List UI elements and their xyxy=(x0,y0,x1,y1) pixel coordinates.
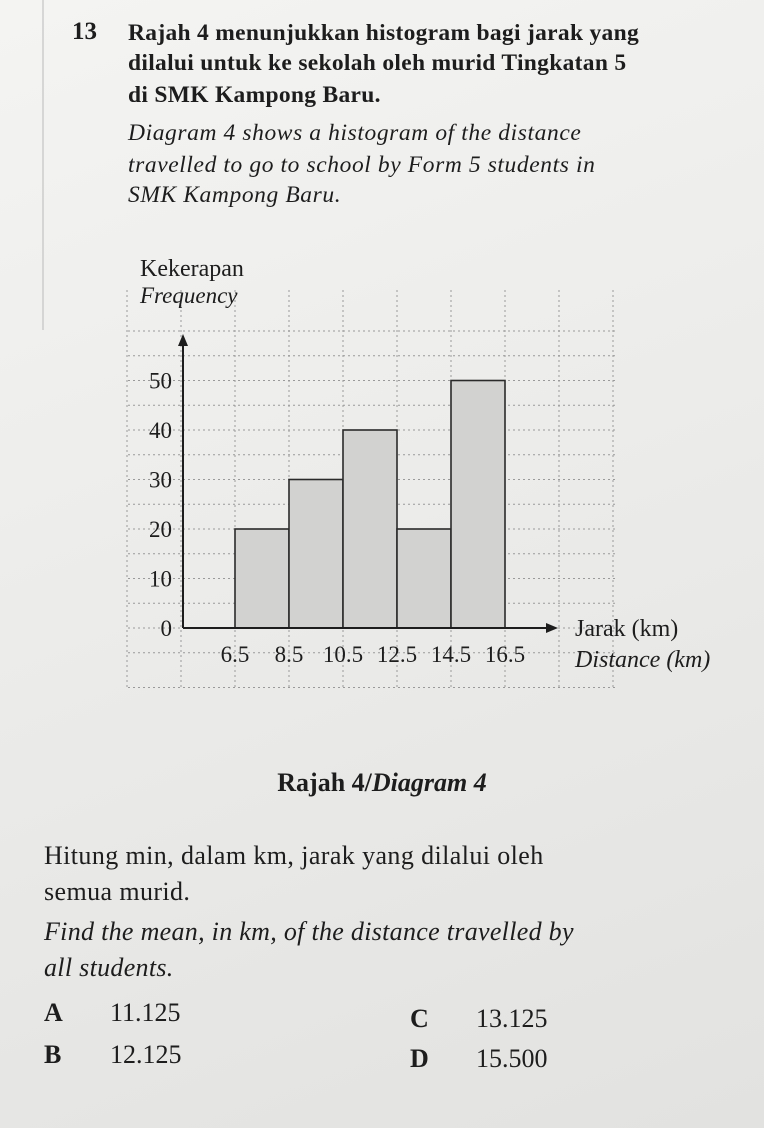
x-axis-title-en: Distance (km) xyxy=(575,647,711,673)
question-text-ms-line-2: dilalui untuk ke sekolah oleh murid Tingkatan 5 xyxy=(128,50,627,76)
x-tick-label: 12.5 xyxy=(376,642,418,667)
prompt-en xyxy=(44,914,764,986)
option-b-letter: B xyxy=(44,1040,62,1069)
option-c-value: 13.125 xyxy=(476,1004,548,1033)
prompt-en-line-2: all students. xyxy=(44,953,174,982)
x-axis-title-ms: Jarak (km) xyxy=(575,616,679,642)
y-tick-label: 10 xyxy=(149,566,172,592)
histogram-bars xyxy=(235,381,505,629)
option-c[interactable] xyxy=(410,1004,548,1034)
prompt-ms-line-1: Hitung min, dalam km, jarak yang dilalui oleh xyxy=(44,841,544,870)
y-axis-title-en: Frequency xyxy=(140,283,238,308)
x-tick-label: 14.5 xyxy=(430,642,472,667)
y-tick-label: 50 xyxy=(149,368,172,394)
option-a[interactable] xyxy=(44,998,181,1028)
prompt-en-line-1: Find the mean, in km, of the distance travelled by xyxy=(44,917,574,946)
x-tick-label: 6.5 xyxy=(220,642,250,667)
question-text-en-line-3: SMK Kampong Baru. xyxy=(128,182,342,208)
question-text-en-line-1: Diagram 4 shows a histogram of the distance xyxy=(128,120,582,146)
x-tick-label: 10.5 xyxy=(322,642,364,667)
y-tick-label: 30 xyxy=(149,467,172,493)
option-b-value: 12.125 xyxy=(110,1040,182,1069)
histogram-bar xyxy=(289,480,343,629)
question-text-en-line-2: travelled to go to school by Form 5 students in xyxy=(128,152,596,178)
histogram-bar xyxy=(235,529,289,628)
question-text-ms-line-3: di SMK Kampong Baru. xyxy=(128,82,381,108)
caption-en: Diagram 4 xyxy=(371,768,487,797)
histogram-bar xyxy=(343,430,397,628)
histogram-bar xyxy=(397,529,451,628)
diagram-caption xyxy=(0,768,764,798)
x-tick-label: 8.5 xyxy=(274,642,304,667)
y-axis-arrowhead xyxy=(178,334,188,346)
y-tick-label: 0 xyxy=(160,616,172,641)
x-axis-arrowhead xyxy=(546,623,558,633)
option-a-value: 11.125 xyxy=(110,998,181,1027)
y-axis-title-ms: Kekerapan xyxy=(140,256,244,282)
option-c-letter: C xyxy=(410,1004,429,1033)
caption-ms: Rajah 4/ xyxy=(277,768,372,797)
prompt-ms xyxy=(44,838,744,910)
y-tick-label: 20 xyxy=(149,517,172,542)
option-b[interactable] xyxy=(44,1040,182,1070)
y-tick-label: 40 xyxy=(149,418,172,443)
question-text-ms-line-1: Rajah 4 menunjukkan histogram bagi jarak yang xyxy=(128,20,640,46)
option-d-value: 15.500 xyxy=(476,1044,548,1073)
option-d-letter: D xyxy=(410,1044,429,1073)
x-tick-label: 16.5 xyxy=(484,642,526,667)
prompt-ms-line-2: semua murid. xyxy=(44,877,191,906)
question-number: 13 xyxy=(72,18,97,45)
option-d[interactable] xyxy=(410,1044,548,1074)
histogram-bar xyxy=(451,381,505,629)
option-a-letter: A xyxy=(44,998,63,1027)
